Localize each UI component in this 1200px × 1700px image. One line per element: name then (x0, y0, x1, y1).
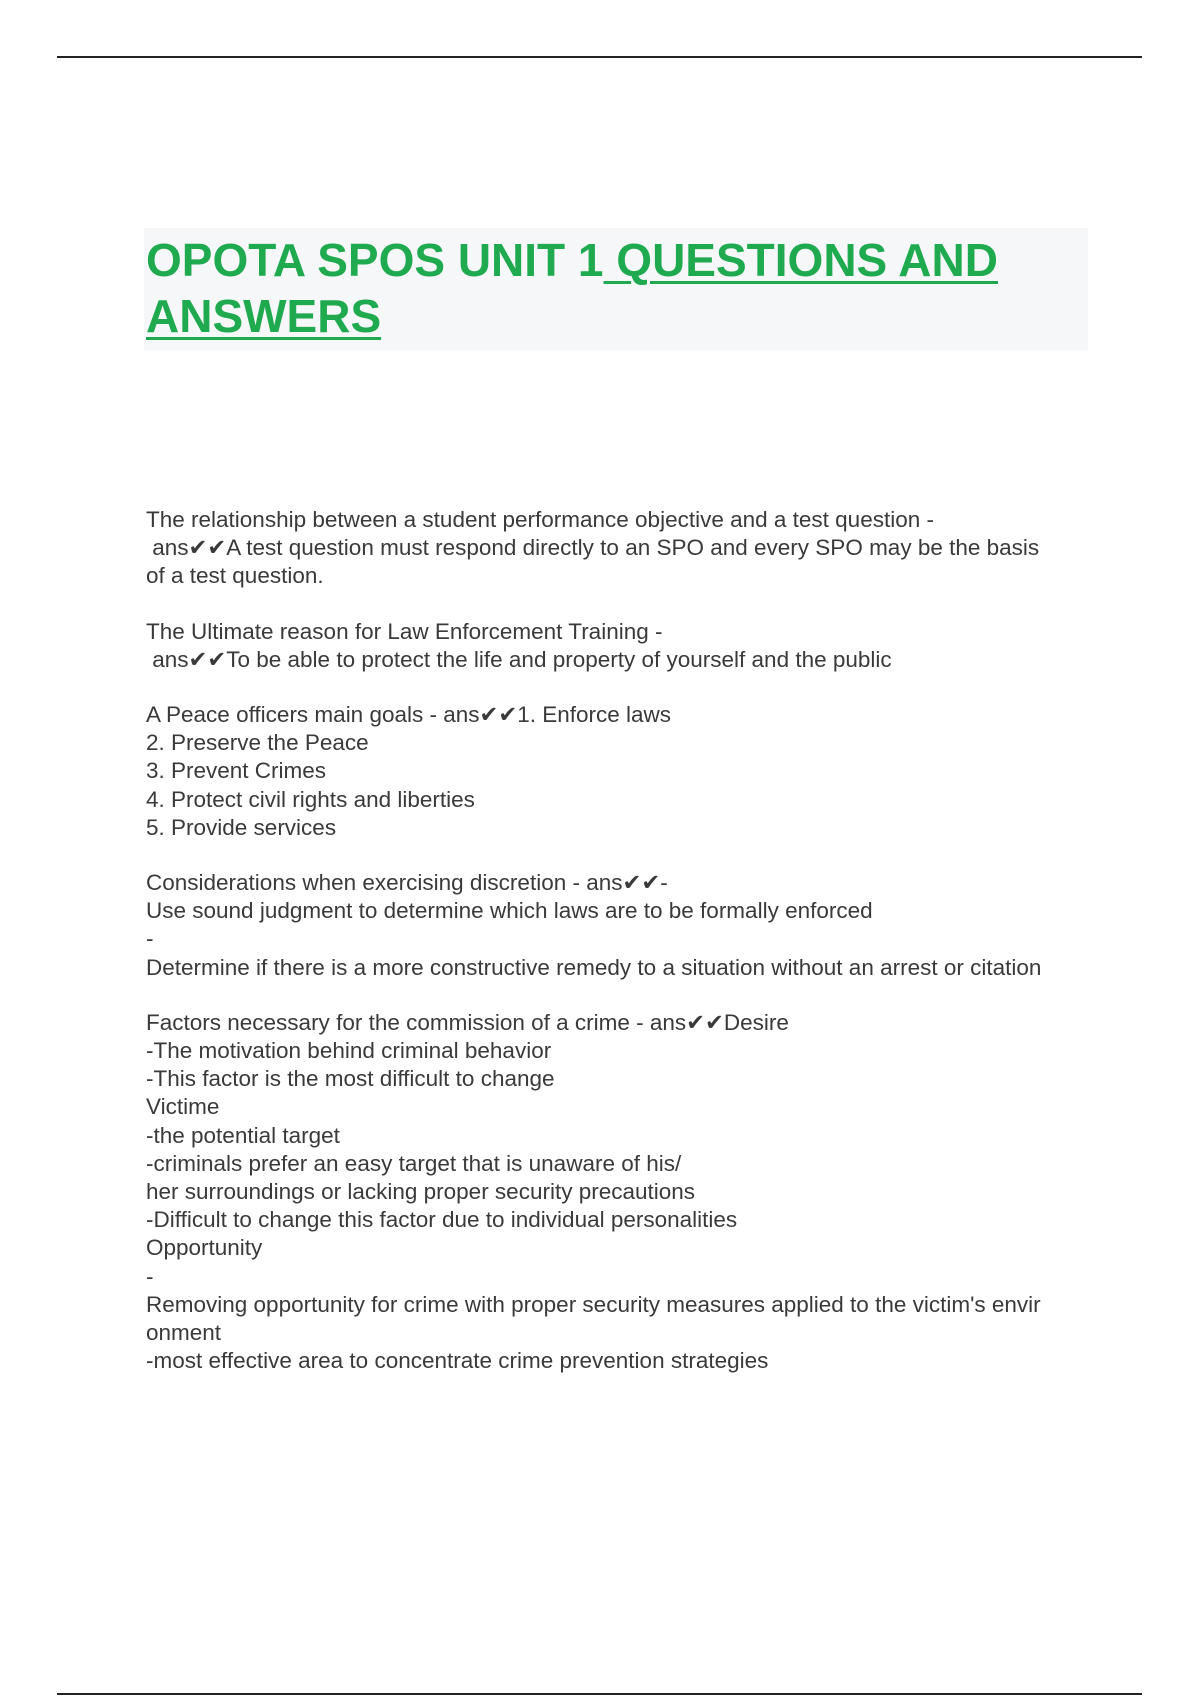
qa-item-2 (146, 618, 1091, 674)
qa-line: ans✔✔A test question must respond directly to an SPO and every SPO may be the basis (146, 535, 1040, 561)
qa-line: -criminals prefer an easy target that is unaware of his/ (146, 1150, 682, 1176)
bottom-rule (57, 1693, 1142, 1695)
qa-line: 2. Preserve the Peace (146, 730, 369, 756)
qa-line: Considerations when exercising discretion - ans✔✔- (146, 870, 668, 896)
title-part-3: ANSWERS (146, 290, 382, 342)
document-title (146, 232, 1088, 344)
qa-line: onment (146, 1320, 222, 1346)
qa-line: The Ultimate reason for Law Enforcement Training - (146, 618, 663, 644)
qa-line: -Difficult to change this factor due to individual personalities (146, 1207, 738, 1233)
qa-content (146, 506, 1091, 1402)
qa-line: -most effective area to concentrate crime prevention strategies (146, 1348, 769, 1374)
qa-line: - (146, 926, 154, 952)
qa-line: ans✔✔To be able to protect the life and property of yourself and the public (146, 646, 892, 672)
title-banner (144, 228, 1088, 350)
qa-line: her surroundings or lacking proper security precautions (146, 1179, 696, 1205)
qa-line: 5. Provide services (146, 814, 337, 840)
qa-item-3 (146, 701, 1091, 842)
qa-line: Determine if there is a more constructive remedy to a situation without an arrest or citation (146, 954, 1042, 980)
qa-line: Removing opportunity for crime with proper security measures applied to the victim's envir (146, 1291, 1041, 1317)
qa-line: 3. Prevent Crimes (146, 758, 327, 784)
qa-item-1 (146, 506, 1091, 591)
title-part-2: QUESTIONS AND (603, 234, 998, 286)
qa-item-5 (146, 1009, 1091, 1376)
qa-line: -The motivation behind criminal behavior (146, 1038, 552, 1064)
qa-line: Opportunity (146, 1235, 263, 1261)
qa-line: -This factor is the most difficult to change (146, 1066, 555, 1092)
title-part-1: OPOTA SPOS UNIT 1 (146, 234, 604, 286)
qa-line: Victime (146, 1094, 220, 1120)
qa-line: Factors necessary for the commission of a crime - ans✔✔Desire (146, 1009, 789, 1035)
qa-line: of a test question. (146, 563, 324, 589)
qa-line: - (146, 1263, 154, 1289)
qa-line: 4. Protect civil rights and liberties (146, 786, 475, 812)
qa-line: Use sound judgment to determine which laws are to be formally enforced (146, 898, 873, 924)
qa-item-4 (146, 869, 1091, 982)
top-rule (57, 56, 1142, 58)
qa-line: A Peace officers main goals - ans✔✔1. Enforce laws (146, 702, 672, 728)
qa-line: The relationship between a student performance objective and a test question - (146, 507, 934, 532)
qa-line: -the potential target (146, 1122, 340, 1148)
